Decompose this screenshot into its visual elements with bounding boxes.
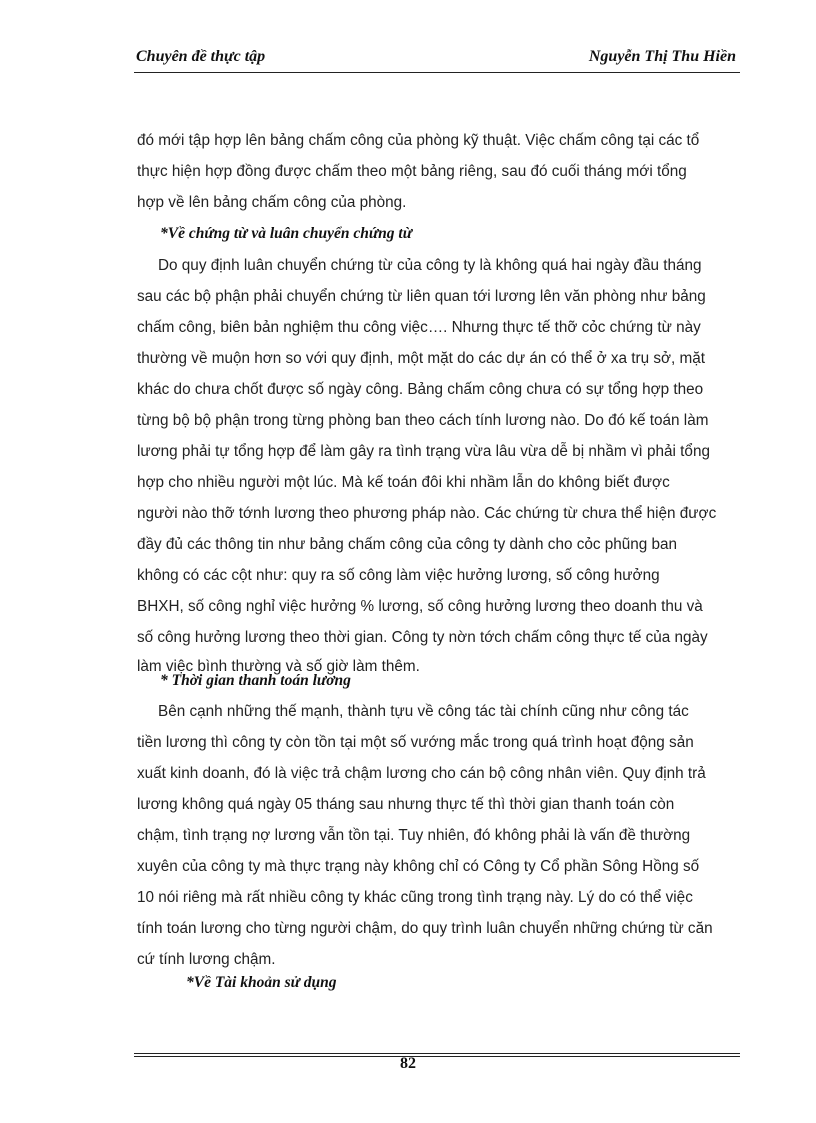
page-number: 82 <box>400 1055 416 1072</box>
body-line: lương phải tự tổng hợp để làm gây ra tình trạng vừa lâu vừa dễ bị nhầm vì phải tổng <box>137 443 710 460</box>
body-line: tính toán lương cho từng người chậm, do quy trình luân chuyển những chứng từ căn <box>137 920 713 937</box>
body-line: làm việc bình thường và số giờ làm thêm. <box>137 658 420 675</box>
body-line: BHXH, số công nghỉ việc hưởng % lương, số công hưởng lương theo doanh thu và <box>137 598 703 615</box>
body-line: chấm công, biên bản nghiệm thu công việc…. Nhưng thực tế thỡ cỏc chứng từ này <box>137 319 701 336</box>
body-line: Bên cạnh những thế mạnh, thành tựu về công tác tài chính cũng như công tác <box>158 703 689 720</box>
body-line: người nào thỡ tớnh lương theo phương pháp nào. Các chứng từ chưa thể hiện được <box>137 505 717 522</box>
section-heading: *Về chứng từ và luân chuyển chứng từ <box>160 225 413 242</box>
body-line: 10 nói riêng mà rất nhiều công ty khác cũng trong tình trạng này. Lý do có thể việc <box>137 889 693 906</box>
running-header <box>134 48 738 70</box>
section-heading: *Về Tài khoản sử dụng <box>186 974 337 991</box>
header-rule <box>134 72 740 73</box>
body-line: xuyên của công ty mà thực trạng này không chỉ có Công ty Cổ phần Sông Hồng số <box>137 858 700 875</box>
body-line: đó mới tập hợp lên bảng chấm công của phòng kỹ thuật. Việc chấm công tại các tổ <box>137 132 700 149</box>
body-line: không có các cột như: quy ra số công làm việc hưởng lương, số công hưởng <box>137 567 660 584</box>
body-line: Do quy định luân chuyển chứng từ của công ty là không quá hai ngày đầu tháng <box>158 257 702 274</box>
body-line: cứ tính lương chậm. <box>137 951 276 968</box>
body-line: đầy đủ các thông tin như bảng chấm công của công ty dành cho cỏc phũng ban <box>137 536 678 553</box>
body-line: từng bộ bộ phận trong từng phòng ban theo cách tính lương nào. Do đó kế toán làm <box>137 412 709 429</box>
body-line: lương không quá ngày 05 tháng sau nhưng thực tế thì thời gian thanh toán còn <box>137 796 675 813</box>
body-line: hợp về lên bảng chấm công của phòng. <box>137 194 407 211</box>
header-document-title: Chuyên đề thực tập <box>136 48 266 65</box>
footer-rule <box>134 1053 740 1054</box>
body-line: hợp cho nhiều người một lúc. Mà kế toán đôi khi nhầm lẫn do không biết được <box>137 474 670 491</box>
header-author-name: Nguyễn Thị Thu Hiền <box>588 48 736 65</box>
body-line: chậm, tình trạng nợ lương vẫn tồn tại. Tuy nhiên, đó không phải là vấn đề thường <box>137 827 691 844</box>
body-line: số công hưởng lương theo thời gian. Công ty nờn tớch chấm công thực tế của ngày <box>137 629 708 646</box>
body-line: tiền lương thì công ty còn tồn tại một số vướng mắc trong quá trình hoạt động sản <box>137 734 694 751</box>
body-line: xuất kinh doanh, đó là việc trả chậm lương cho cán bộ công nhân viên. Quy định trả <box>137 765 706 782</box>
body-line: thực hiện hợp đồng được chấm theo một bảng riêng, sau đó cuối tháng mới tổng <box>137 163 687 180</box>
body-line: khác do chưa chốt được số ngày công. Bảng chấm công chưa có sự tổng hợp theo <box>137 381 704 398</box>
section-heading: * Thời gian thanh toán lương <box>160 672 351 689</box>
body-line: thường về muộn hơn so với quy định, một mặt do các dự án có thể ở xa trụ sở, mặt <box>137 350 706 367</box>
body-line: sau các bộ phận phải chuyển chứng từ liên quan tới lương lên văn phòng như bảng <box>137 288 706 305</box>
